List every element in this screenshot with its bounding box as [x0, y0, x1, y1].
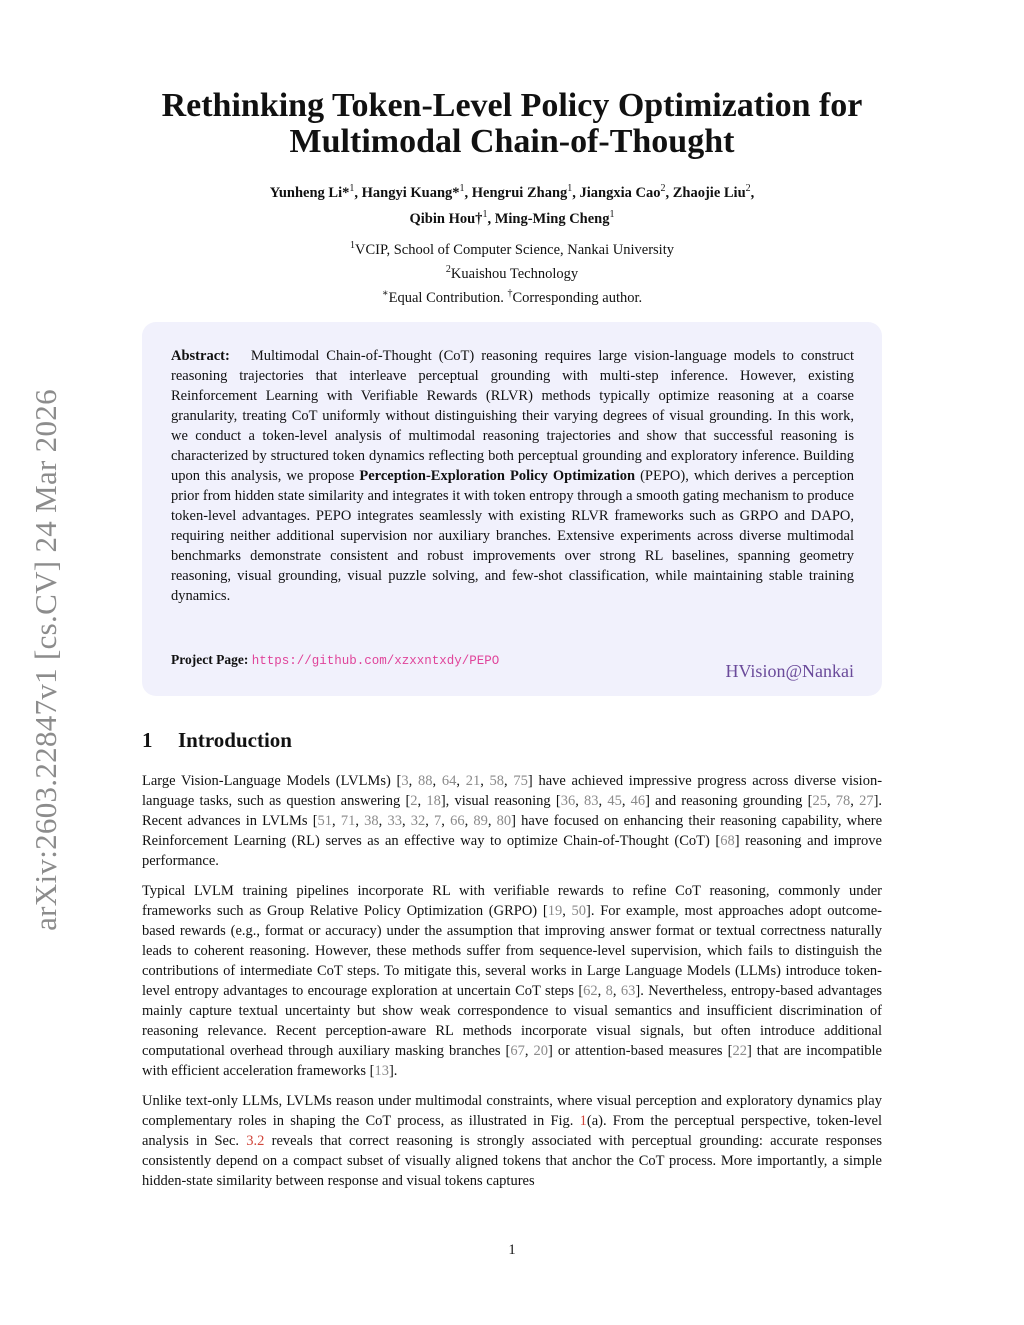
- citation-link[interactable]: 51: [317, 813, 333, 829]
- citation-link[interactable]: 67: [510, 1043, 525, 1059]
- citation-link[interactable]: 21: [465, 773, 481, 789]
- citation-link[interactable]: 25: [812, 793, 827, 809]
- citation-link[interactable]: 7: [434, 813, 442, 829]
- title-line-1: Rethinking Token-Level Policy Optimization for: [161, 87, 863, 124]
- intro-body: [142, 771, 882, 1201]
- citation-link[interactable]: 78: [835, 793, 851, 809]
- citation-link[interactable]: 75: [513, 773, 528, 789]
- project-page: [171, 652, 499, 668]
- page-number: 1: [508, 1242, 516, 1258]
- citation-link[interactable]: 13: [374, 1063, 389, 1079]
- citation-link[interactable]: 89: [473, 813, 488, 829]
- author-list: Yunheng Li*$^1$, Hangyi Kuang*$^1$, Hengrui Zhang$^1$, Jiangxia Cao$^2$, Zhaojie Liu$^2$, Qibin Hou†$^1$, Ming-Ming Cheng$^1$: [269, 183, 755, 227]
- citation-link[interactable]: 63: [620, 983, 636, 999]
- citation-link[interactable]: 19: [547, 903, 563, 919]
- citation-link[interactable]: 88: [417, 773, 433, 789]
- abstract-label: Abstract:: [171, 348, 230, 364]
- citation-link[interactable]: 68: [720, 833, 735, 849]
- citation-link[interactable]: 2: [410, 793, 418, 809]
- cross-reference-link[interactable]: 3.2: [246, 1133, 265, 1149]
- citation-link[interactable]: 66: [450, 813, 465, 829]
- author: Qibin Hou†$^1$: [409, 208, 488, 227]
- citation-link[interactable]: 80: [496, 813, 512, 829]
- project-label: Project Page:: [171, 652, 249, 667]
- author: Jiangxia Cao$^2$: [579, 183, 666, 201]
- author: Zhaojie Liu$^2$: [672, 183, 751, 201]
- citation-link[interactable]: 83: [584, 793, 599, 809]
- lab-mark: HVision@Nankai: [725, 661, 854, 681]
- contribution-note: ∗Equal Contribution. †Corresponding author.: [381, 287, 643, 306]
- citation-link[interactable]: 22: [732, 1043, 747, 1059]
- method-name: Perception-Exploration Policy Optimization: [359, 468, 636, 484]
- affiliation-2: $^2$Kuaishou Technology: [445, 263, 579, 282]
- abstract: Abstract: Multimodal Chain-of-Thought (CoT) reasoning requires large vision-language models to construct reasoning trajectories that interleave perceptual grounding with multi-step inference. However, existing Reinforcement Learning with Verifiable Rewards (RLVR) methods typically optimize reasoning at a coarse granularity, treating CoT uniformly without distinguishing their varying degrees of visual grounding. In this work, we conduct a token-level analysis of multimodal reasoning trajectories and show that successful reasoning is characterized by structured token dynamics reflecting both perceptual grounding and exploratory inference. Building upon this analysis, we propose Perception-Exploration Policy Optimization (PEPO), which derives a perception prior from hidden state similarity and integrates it with token entropy through a smooth gating mechanism to produce token-level advantages. PEPO integrates seamlessly with existing RLVR frameworks such as GRPO and DAPO, requiring neither additional supervision nor auxiliary branches. Extensive experiments across diverse multimodal benchmarks demonstrate consistent and robust improvements over strong RL baselines, spanning geometry reasoning, visual grounding, visual puzzle solving, and few-shot classification, while maintaining stable training dynamics.: [171, 348, 854, 604]
- section-heading: [142, 728, 292, 753]
- citation-link[interactable]: 18: [426, 793, 441, 809]
- citation-link[interactable]: 62: [583, 983, 598, 999]
- citation-link[interactable]: 71: [340, 813, 356, 829]
- section-number: 1: [142, 728, 153, 752]
- citation-link[interactable]: 64: [441, 773, 457, 789]
- intro-paragraph-3: Unlike text-only LLMs, LVLMs reason under multimodal constraints, where visual perception and exploratory dynamics play complementary roles in shaping the CoT process, as illustrated in Fig. 1(a). From the perceptual perspective, token-level analysis in Sec. 3.2 reveals that correct reasoning is strongly associated with perceptual grounding: accurate responses consistently depend on a compact subset of visually aligned tokens that anchor the CoT process. More importantly, a simple hidden-state similarity between response and visual tokens captures: [142, 1093, 882, 1189]
- author: Yunheng Li*$^1$: [269, 183, 355, 201]
- citation-link[interactable]: 46: [630, 793, 646, 809]
- citation-link[interactable]: 3: [401, 773, 409, 789]
- citation-link[interactable]: 45: [607, 793, 622, 809]
- affiliation-1: $^1$VCIP, School of Computer Science, Nankai University: [350, 240, 674, 258]
- citation-link[interactable]: 20: [533, 1043, 549, 1059]
- citation-link[interactable]: 32: [410, 813, 426, 829]
- affiliations: [110, 236, 914, 307]
- author: Hangyi Kuang*$^1$: [361, 183, 465, 201]
- citation-link[interactable]: 27: [859, 793, 874, 809]
- citation-link[interactable]: 50: [571, 903, 587, 919]
- section-title: Introduction: [178, 728, 292, 752]
- arxiv-id: arXiv:2603.22847v1 [cs.CV] 24 Mar 2026: [28, 389, 63, 931]
- arxiv-sidebar-stamp: [18, 360, 74, 960]
- title-line-2: Multimodal Chain-of-Thought: [289, 123, 735, 160]
- paper-title: [110, 88, 914, 160]
- cross-reference-link[interactable]: 1: [579, 1113, 587, 1129]
- intro-paragraph-2: Typical LVLM training pipelines incorporate RL with verifiable rewards to refine CoT reasoning, commonly under frameworks such as Group Relative Policy Optimization (GRPO) [19, 50]. For example, most approaches adopt outcome-based rewards (e.g., format or accuracy) under the assumption that improving answer format or textual correctness naturally leads to coherent reasoning. However, these methods suffer from sequence-level supervision, which fails to distinguish the contributions of intermediate CoT steps. To mitigate this, several works in Large Language Models (LLMs) introduce token-level entropy advantages to encourage exploration at uncertain CoT steps [62, 8, 63]. Nevertheless, entropy-based advantages mainly capture textual uncertainty but show weak correspondence to visual semantics and insufficient discrimination of reasoning relevance. Recent perception-aware RL methods incorporate visual signals, but often introduce additional computational overhead through auxiliary masking branches [67, 20] or attention-based measures [22] that are incompatible with efficient acceleration frameworks [13].: [142, 883, 883, 1079]
- citation-link[interactable]: 58: [489, 773, 505, 789]
- citation-link[interactable]: 38: [364, 813, 379, 829]
- citation-link[interactable]: 36: [560, 793, 576, 809]
- citation-link[interactable]: 33: [387, 813, 402, 829]
- citation-link[interactable]: 8: [605, 983, 613, 999]
- author: Ming-Ming Cheng$^1$: [494, 208, 615, 227]
- author: Hengrui Zhang$^1$: [471, 183, 573, 201]
- intro-paragraph-1: Large Vision-Language Models (LVLMs) [3, 88, 64, 21, 58, 75] have achieved impressive progress across diverse vision-language tasks, such as question answering [2, 18], visual reasoning [36, 83, 45, 46] and reasoning grounding [25, 78, 27]. Recent advances in LVLMs [51, 71, 38, 33, 32, 7, 66, 89, 80] have focused on enhancing their reasoning capability, where Reinforcement Learning (RL) serves as an effective way to optimize Chain-of-Thought (CoT) [68] reasoning and improve performance.: [142, 773, 883, 869]
- project-link[interactable]: https://github.com/xzxxntxdy/PEPO: [251, 654, 500, 668]
